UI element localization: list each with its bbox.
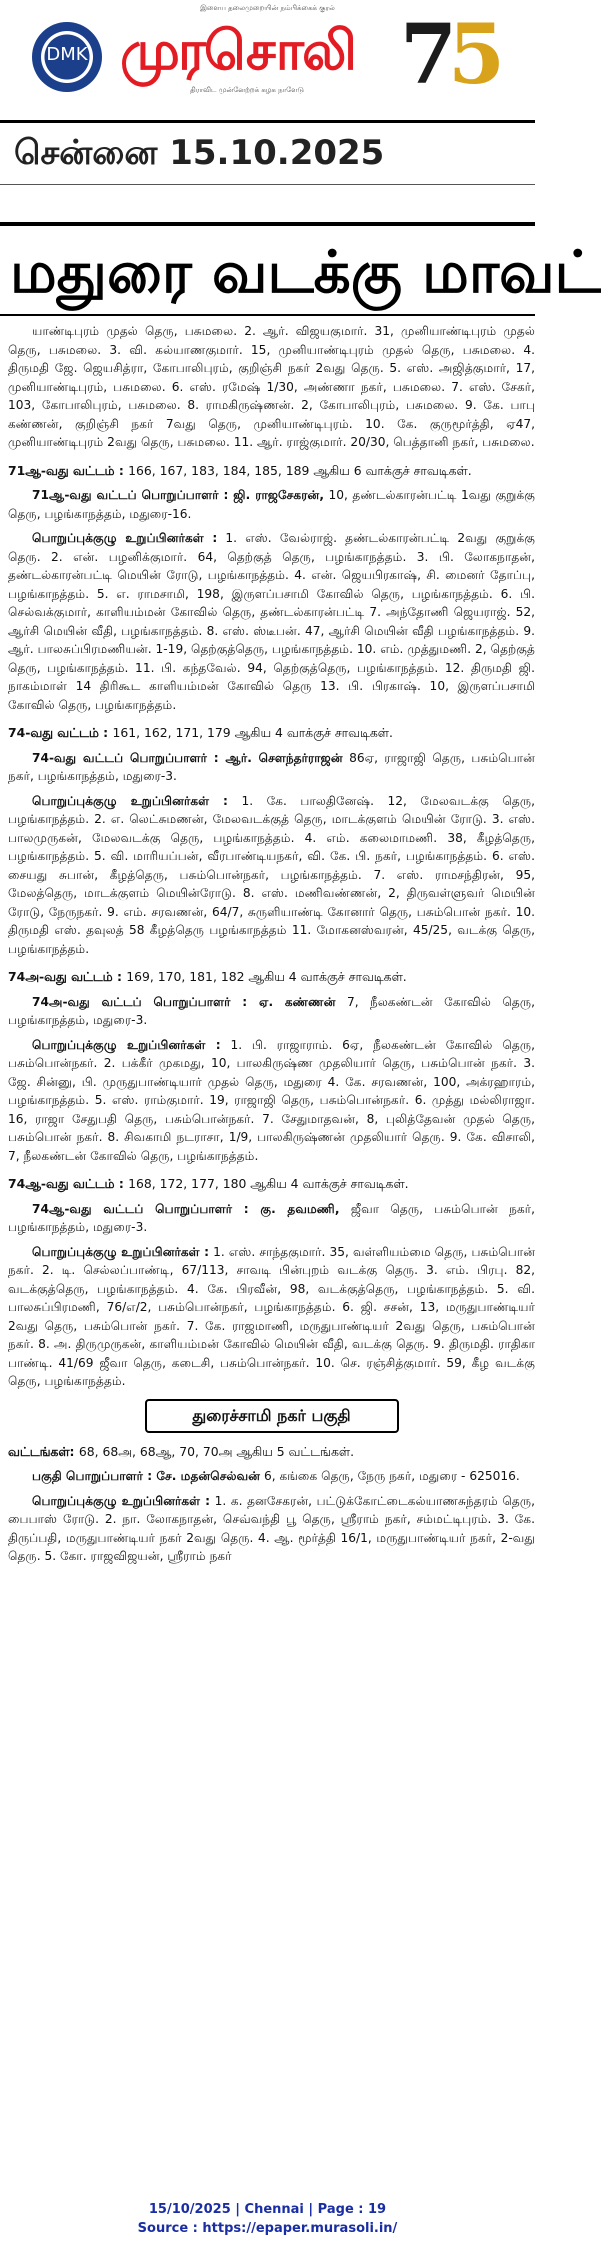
anniversary-digit-5: 5	[448, 7, 506, 103]
article-paragraph	[8, 1036, 535, 1166]
paragraph-text: யாண்டிபுரம் முதல் தெரு, பசுமலை. 2. ஆர். விஜயகுமார். 31, முனியாண்டிபுரம் முதல் தெரு, பசுமலை. 3. வி. கல்யாணகுமார். 15, முனியாண்டிபுரம் முதல் தெரு, பசுமலை. 4. திருமதி ஜே. ஜெயசித்ரா, கோபாலிபுரம், குறிஞ்சி நகர் 2வது தெரு. 5. எஸ். அஜித்குமார், 17, முனியாண்டிபுரம், பசுமலை. 6. எஸ். ரமேஷ் 1/30, அண்ணா நகர், பசுமலை. 7. எஸ். சேகர், 103, கோபாலிபுரம், பசுமலை. 8. ராமகிருஷ்ணன். 2, கோபாலிபுரம், பசுமலை. 9. கே. பாபு கண்ணன், குறிஞ்சி நகர் 7வது தெரு, முனியாண்டிபுரம். 10. கே. குருமூர்த்தி, ஏ47, முனியாண்டிபுரம் 2வது தெரு, பசுமலை. 11. ஆர். ராஜ்குமார். 20/30, பெத்தானி நகர், பசுமலை.	[8, 324, 535, 449]
paragraph-text: 1. எஸ். வேல்ராஜ். தண்டல்காரன்பட்டி 2வது குறுக்கு தெரு. 2. என். பழனிக்குமார். 64, தெற்குத் தெரு, பழங்காநத்தம். 3. பி. லோகநாதன், தண்டல்காரன்பட்டி மெயின் ரோடு, பழங்காநத்தம். 4. என். ஜெயபிரகாஷ், சி. மைனர் தோப்பு, பழங்காநத்தம். 5. எ. ராமசாமி, 198, இருளப்பசாமி கோவில் தெரு, பழங்காநத்தம். 6. பி. செல்வக்குமார், காளியம்மன் கோவில் தெரு, தண்டல்காரன்பட்டி 7. அந்தோணி ஜெயராஜ். 52, ஆர்சி மெயின் வீதி, பழங்காநத்தம். 8. எஸ். ஸ்டீபன். 47, ஆர்சி மெயின் வீதி பழங்காநத்தம். 9. ஆர். பாலசுப்பிரமணியன். 1-19, தெற்குத்தெரு, பழங்காநத்தம். 10. எம். முத்துமணி. 2, தெற்குத் தெரு, பழங்காநத்தம். 11. பி. கந்தவேல். 94, தெற்குத்தெரு, பழங்காநத்தம். 12. திருமதி ஜி. நாகம்மாள் 14 திரிகூட காளியம்மன் கோவில் தெரு 13. பி. பிரகாஷ். 10, இருளப்பசாமி கோவில் தெரு, பழங்காநத்தம்.	[8, 531, 536, 712]
paragraph-text: 6, கங்கை தெரு, நேரு நகர், மதுரை - 625016.	[263, 1469, 520, 1483]
footer-date-page: 15/10/2025 | Chennai | Page : 19	[148, 2202, 387, 2217]
paragraph-label: பொறுப்புக்குழு உறுப்பினர்கள் :	[32, 531, 218, 545]
article-body	[8, 322, 535, 2192]
masthead-tagline: இளைய தலைமுறையின் நம்பிக்கைக் குரல்	[200, 4, 335, 12]
ward-label: 74-வது வட்டம் :	[8, 725, 109, 740]
article-paragraph	[8, 792, 535, 959]
article-paragraph	[8, 322, 535, 452]
paragraph-label: 71ஆ-வது வட்டப் பொறுப்பாளர் : ஜி. ராஜசேகரன்,	[32, 488, 324, 502]
masthead-divider	[0, 120, 535, 123]
headline-top-rule	[0, 222, 535, 226]
footer-source: Source : https://epaper.murasoli.in/	[137, 2221, 398, 2236]
paragraph-text: 1. எஸ். சாந்தகுமார். 35, வள்ளியம்மை தெரு, பசும்பொன் நகர். 2. டி. செல்லப்பாண்டி, 67/113, சாவடி பின்புறம் வடக்கு தெரு. 3. எம். பிரபு. 82, வடக்குத்தெரு, பழங்காநத்தம். 4. கே. பிரவீன், 98, வடக்குத்தெரு, பழங்காநத்தம். 5. வி. பாலசுப்பிரமணி, 76/எ/2, பசும்பொன்நகர், பழங்காநத்தம். 6. ஜி. சசன், 13, மருதுபாண்டியர் 2வது தெரு, பசும்பொன் நகர். 7. கே. ராஜமாணி, மருதுபாண்டியர் 2வது தெரு, பசும்பொன் நகர். 8. அ. திருமுருகன், காளியம்மன் கோவில் மெயின் வீதி, வடக்கு தெரு. 9. திருமதி. ராதிகா பாண்டி. 41/69 ஜீவா தெரு, கடைசி, பசும்பொன்நகர். 10. செ. ரஞ்சித்குமார். 59, கீழ வடக்கு தெரு, பழங்காநத்தம்.	[8, 1244, 536, 1388]
section-box-heading: துரைச்சாமி நகர் பகுதி	[145, 1399, 399, 1433]
page-footer	[0, 2200, 535, 2238]
article-paragraph	[8, 1467, 535, 1486]
ward-label: 74ஆ-வது வட்டம் :	[8, 1176, 124, 1191]
paragraph-label: 74அ-வது வட்டப் பொறுப்பாளர் : ஏ. கண்ணன்	[32, 994, 336, 1009]
masthead	[0, 0, 535, 115]
paragraph-text: 1. கே. பாலதினேஷ். 12, மேலவடக்கு தெரு, பழங்காநத்தம். 2. எ. லெட்சுமணன், மேலவடக்குத் தெரு, மாடக்குளம் மெயின் ரோடு. 3. எஸ். பாலமுருகன், மேலவடக்கு தெரு, பழங்காநத்தம். 4. எம். கலைமாமணி. 38, கீழத்தெரு, பழங்காநத்தம். 5. வி. மாரியப்பன், வீரபாண்டியநகர், வி. கே. பி. நகர், பழங்காநத்தம். 6. எஸ். சையது சுபான், கீழத்தெரு, பசும்பொன்நகர், பழங்காநத்தம். 7. எஸ். ராமசந்திரன், 95, மேலத்தெரு, மாடக்குளம் மெயின்ரோடு. 8. எஸ். மணிவண்ணன், 2, திருவள்ளுவர் மெயின் ரோடு, நேருநகர். 9. எம். சரவணன், 64/7, சுருளியாண்டி கோனார் தெரு, பசும்பொன் நகர். 10. திருமதி எஸ். தவுலத் 58 கீழத்தெரு பழங்காநத்தம் 11. மோகனஸ்வரன், 45/25, வடக்கு தெரு, பழங்காநத்தம்.	[8, 793, 535, 956]
article-paragraph	[8, 1492, 535, 1566]
headline-bottom-rule	[0, 314, 535, 316]
ward-label: 74அ-வது வட்டம் :	[8, 969, 122, 984]
ward-line	[8, 462, 535, 481]
paragraph-text: 10, தண்டல்காரன்பட்டி 1வது குறுக்கு தெரு, பழங்காநத்தம், மதுரை-16.	[8, 488, 536, 521]
paragraph-label: பொறுப்புக்குழு உறுப்பினர்கள் :	[32, 1037, 221, 1052]
article-paragraph	[8, 1243, 535, 1391]
ward-line	[8, 1175, 535, 1194]
article-paragraph	[8, 529, 535, 714]
anniversary-logo	[400, 7, 510, 103]
ward-label: 71ஆ-வது வட்டம் :	[8, 462, 124, 478]
article-paragraph	[8, 1200, 535, 1237]
paragraph-text: 86ஏ, ராஜாஜி தெரு, பசும்பொன் நகர், பழங்காநத்தம், மதுரை-3.	[8, 750, 535, 783]
headline: மதுரை வடக்கு மாவட்	[10, 238, 601, 306]
party-emblem-logo	[32, 22, 102, 92]
article-paragraph	[8, 749, 535, 786]
emblem-text: DMK	[46, 44, 88, 65]
anniversary-digit-7: 7	[400, 7, 458, 103]
paragraph-text: 1. பி. ராஜாராம். 6ஏ, நீலகண்டன் கோவில் தெரு, பசும்பொன்நகர். 2. பக்கீர் முகமது, 10, பாலகிருஷ்ண முதலியார் தெரு, பசும்பொன் நகர். 3. ஜே. சின்னு, பி. முருதுபாண்டியார் முதல் தெரு, மதுரை 4. கே. சரவணன், 100, அக்ரஹாரம், பழங்காநத்தம். 5. எஸ். ராம்குமார். 19, ராஜாஜி தெரு, பசும்பொன்நகர். 6. முத்து மல்லிராஜா. 16, ராஜா சேதுபதி தெரு, பசும்பொன்நகர். 7. சேதுமாதவன், 8, புலித்தேவன் முதல் தெரு, பசும்பொன் நகர். 8. சிவகாமி நடராசா, 1/9, பாலகிருஷ்ணன் முதலியார் தெரு. 9. கே. விசாலி, 7, நீலகண்டன் கோவில் தெரு, பழங்காநத்தம்.	[8, 1037, 535, 1163]
ward-line	[8, 724, 535, 743]
paragraph-label: பகுதி பொறுப்பாளர் : சே. மதன்செல்வன்	[32, 1469, 261, 1483]
dateline-text: சென்னை 15.10.2025	[14, 133, 385, 173]
dateline	[0, 128, 535, 178]
paragraph-label: பொறுப்புக்குழு உறுப்பினர்கள் :	[32, 793, 228, 808]
ward-line	[8, 968, 535, 987]
paragraph-text: 1. க. தனசேகரன், பட்டுக்கோட்டைகல்யாணசுந்தரம் தெரு, பைபாஸ் ரோடு. 2. நா. லோகநாதன், செவ்வந்தி பூ தெரு, ஸ்ரீராம் நகர், சம்மட்டிபுரம். 3. கே. திருப்பதி, மருதுபாண்டியர் நகர் 2வது தெரு. 4. ஆ. மூர்த்தி 16/1, மருதுபாண்டியர் நகர், 2-வது தெரு. 5. கோ. ராஜவிஜயன், ஸ்ரீராம் நகர்	[8, 1493, 536, 1563]
dateline-divider	[0, 184, 535, 185]
masthead-subtitle: திராவிட முன்னேற்றக் கழக நாளேடு	[190, 86, 304, 94]
newspaper-title: முரசொலி	[120, 19, 355, 82]
article-paragraph	[8, 993, 535, 1030]
ward-value: 169, 170, 181, 182 ஆகிய 4 வாக்குச் சாவடிகள்.	[126, 969, 407, 984]
paragraph-label: பொறுப்புக்குழு உறுப்பினர்கள் :	[32, 1244, 210, 1259]
paragraph-text: ஜீவா தெரு, பசும்பொன் நகர், பழங்காநத்தம், மதுரை-3.	[8, 1201, 536, 1234]
ward-label: வட்டங்கள்:	[8, 1443, 75, 1459]
ward-value: 161, 162, 171, 179 ஆகிய 4 வாக்குச் சாவடிகள்.	[112, 725, 393, 740]
ward-line	[8, 1443, 535, 1462]
paragraph-label: பொறுப்புக்குழு உறுப்பினர்கள் :	[32, 1493, 211, 1508]
paragraph-label: 74ஆ-வது வட்டப் பொறுப்பாளர் : கு. தவமணி,	[32, 1201, 340, 1216]
paragraph-label: 74-வது வட்டப் பொறுப்பாளர் : ஆர். சௌந்தர்ராஜன்	[32, 750, 343, 765]
ward-value: 68, 68அ, 68ஆ, 70, 70அ ஆகிய 5 வட்டங்கள்.	[78, 1443, 355, 1459]
ward-value: 166, 167, 183, 184, 185, 189 ஆகிய 6 வாக்குச் சாவடிகள்.	[128, 462, 472, 478]
article-paragraph	[8, 486, 535, 523]
paragraph-text: 7, நீலகண்டன் கோவில் தெரு, பழங்காநத்தம், மதுரை-3.	[8, 994, 536, 1027]
ward-value: 168, 172, 177, 180 ஆகிய 4 வாக்குச் சாவடிகள்.	[128, 1176, 409, 1191]
